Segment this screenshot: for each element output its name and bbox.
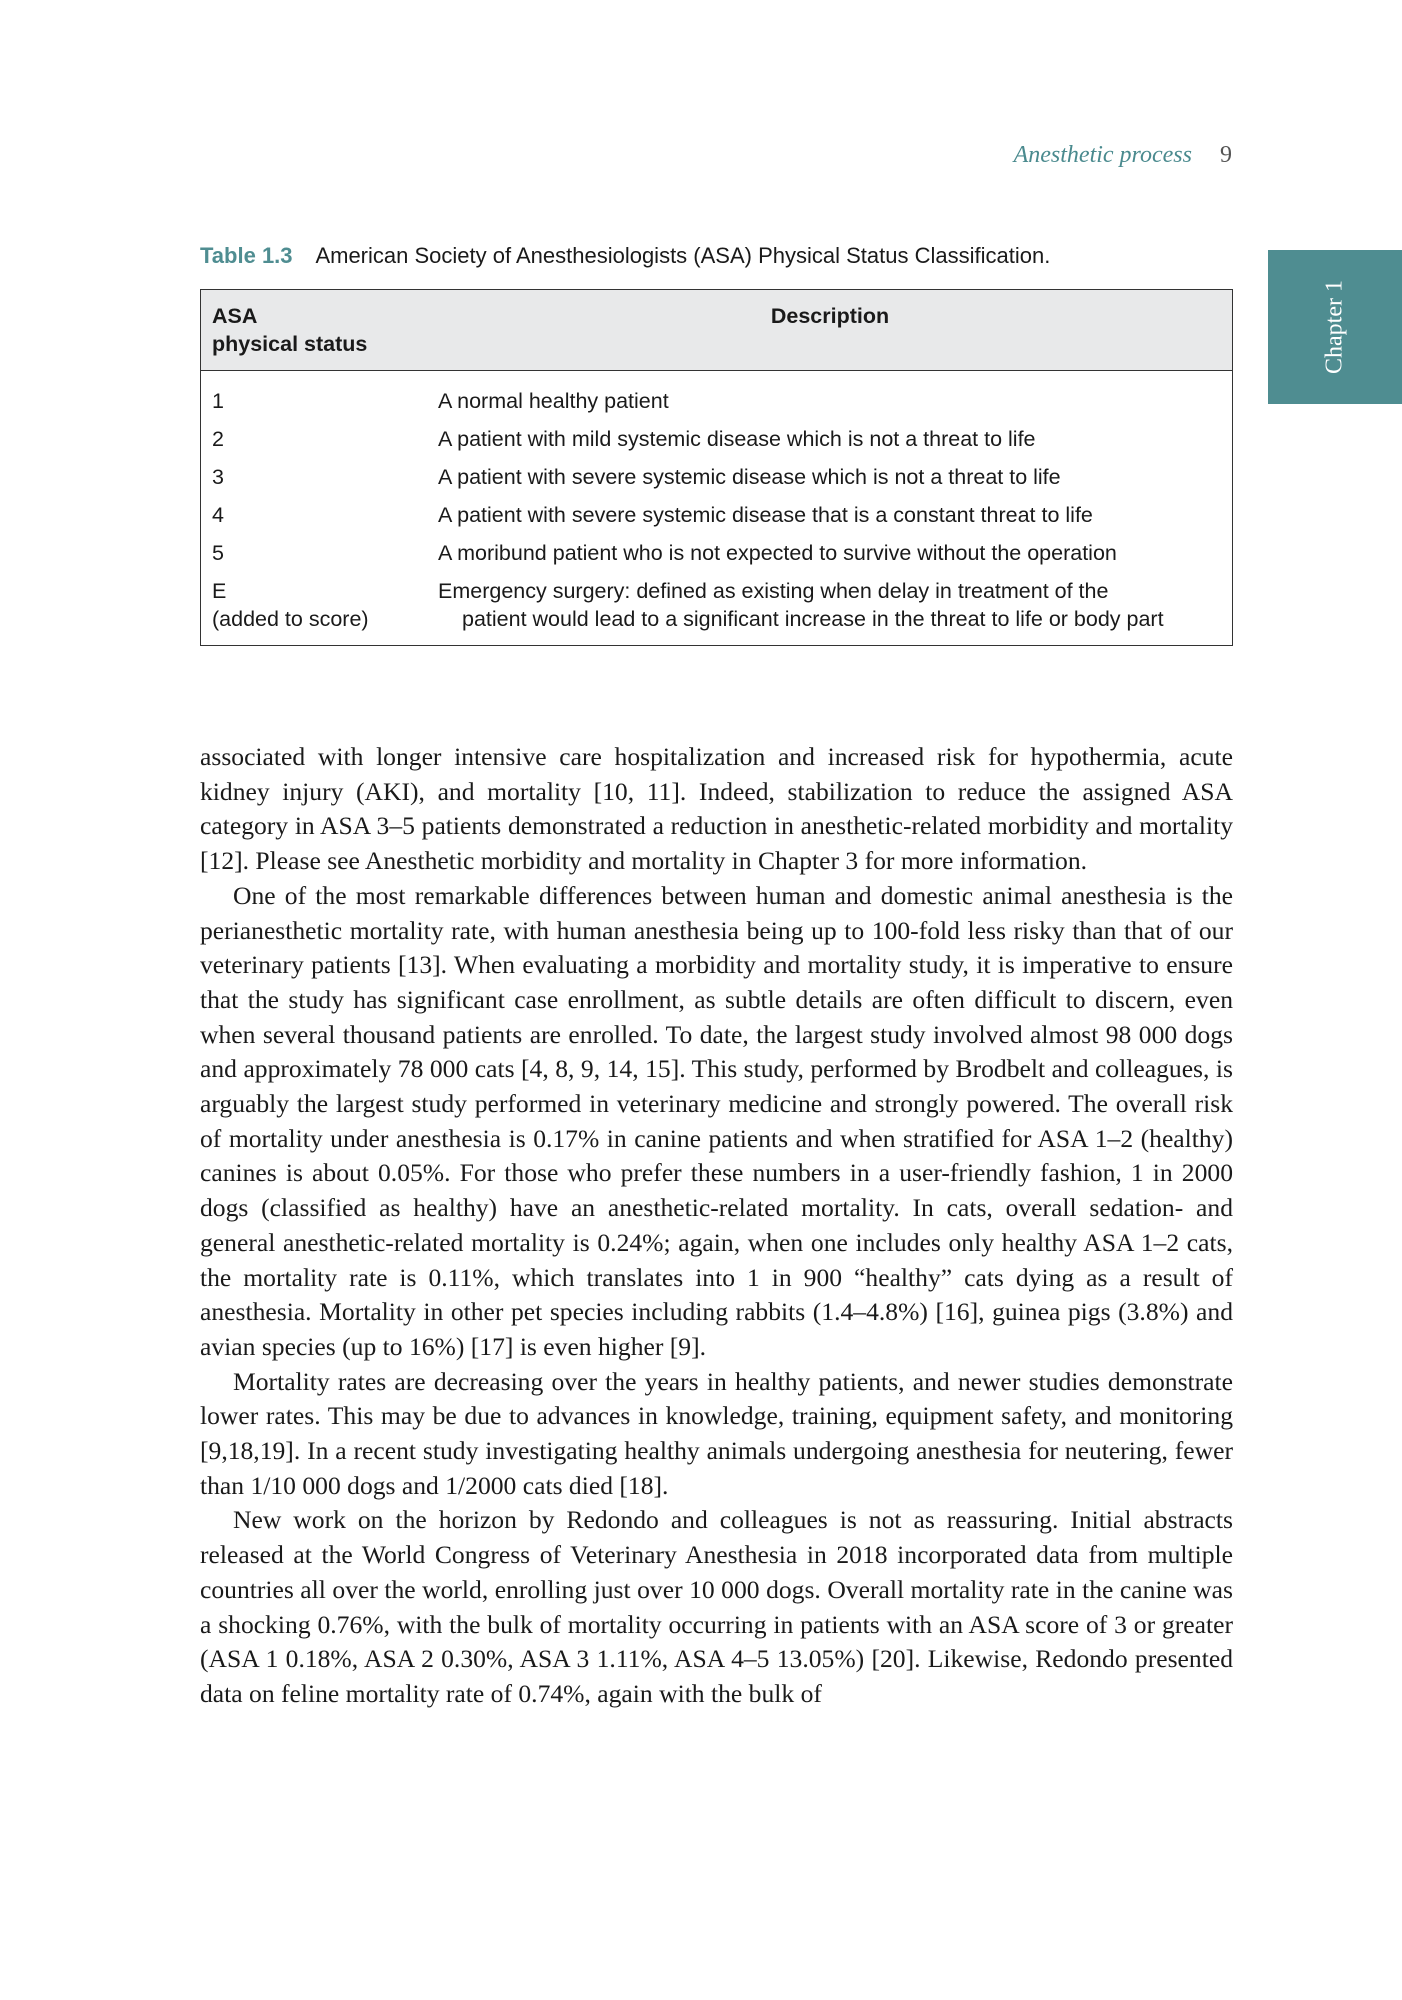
running-title: Anesthetic process [1013, 142, 1192, 168]
table-row [201, 572, 1233, 646]
header-asa-line2: physical status [212, 332, 368, 356]
chapter-tab-label: Chapter 1 [1321, 280, 1348, 374]
table-caption-text: American Society of Anesthesiologists (ASA) Physical Status Classification. [315, 243, 1051, 268]
table-row [201, 534, 1233, 572]
chapter-tab [1268, 250, 1402, 404]
row-description: A normal healthy patient [438, 389, 669, 413]
paragraph: New work on the horizon by Redondo and colleagues is not as reassuring. Initial abstracts released at the World Congress of Veterinary Anesthesia in 2018 incorporated data from multiple countries all over the world, enrolling just over 10 000 dogs. Overall mortality rate in the canine was a shocking 0.76%, with the bulk of mortality occurring in patients with an ASA score of 3 or greater (ASA 1 0.18%, ASA 2 0.30%, ASA 3 1.11%, ASA 4–5 13.05%) [20]. Likewise, Redondo presented data on feline mortality rate of 0.74%, again with the bulk of [200, 1505, 1233, 1708]
paragraph: Mortality rates are decreasing over the years in healthy patients, and newer studies demonstrate lower rates. This may be due to advances in knowledge, training, equipment safety, and monitoring [9,18,19]. In a recent study investigating healthy animals undergoing anesthesia for neutering, fewer than 1/10 000 dogs and 1/2000 cats died [18]. [200, 1366, 1233, 1500]
paragraph: One of the most remarkable differences between human and domestic animal anesthesia is the perianesthetic mortality rate, with human anesthesia being up to 100-fold less risky than that of our veterinary patients [13]. When evaluating a morbidity and mortality study, it is imperative to ensure that the study has significant case enrollment, as subtle details are often difficult to discern, even when several thousand patients are enrolled. To date, the largest study involved almost 98 000 dogs and approximately 78 000 cats [4, 8, 9, 14, 15]. This study, performed by Brodbelt and colleagues, is arguably the largest study performed in veterinary medicine and strongly powered. The overall risk of mortality under anesthesia is 0.17% in canine patients and when stratified for ASA 1–2 (healthy) canines is about 0.05%. For those who prefer these numbers in a user-friendly fashion, 1 in 2000 dogs (classified as healthy) have an anesthetic-related mortality. In cats, overall sedation- and general anesthetic-related mortality is 0.24%; again, when one includes only healthy ASA 1–2 cats, the mortality rate is 0.11%, which translates into 1 in 900 “healthy” cats dying as a result of anesthesia. Mortality in other pet species including rabbits (1.4–4.8%) [16], guinea pigs (3.8%) and avian species (up to 16%) [17] is even higher [9]. [200, 880, 1233, 1361]
table-row [201, 371, 1233, 421]
table-row [201, 458, 1233, 496]
paragraph: associated with longer intensive care hospitalization and increased risk for hypothermia, acute kidney injury (AKI), and mortality [10, 11]. Indeed, stabilization to reduce the assigned ASA category in ASA 3–5 patients demonstrated a reduction in anesthetic-related morbidity and mortality [12]. Please see Anesthetic morbidity and mortality in Chapter 3 for more information. [200, 742, 1233, 876]
row-description: A patient with mild systemic disease which is not a threat to life [438, 427, 1036, 451]
row-description-line2: patient would lead to a significant increase in the threat to life or body part [462, 607, 1164, 631]
row-description: A patient with severe systemic disease which is not a threat to life [438, 465, 1061, 489]
row-status: 3 [212, 465, 224, 489]
table-row [201, 420, 1233, 458]
page-number: 9 [1220, 142, 1232, 168]
row-status: 5 [212, 541, 224, 565]
running-head [1014, 142, 1232, 169]
row-description: A moribund patient who is not expected to survive without the operation [438, 541, 1117, 565]
header-asa-line1: ASA [212, 304, 258, 328]
asa-classification-table [200, 289, 1233, 646]
row-description: A patient with severe systemic disease that is a constant threat to life [438, 503, 1093, 527]
row-status: 4 [212, 503, 224, 527]
body-text [200, 740, 1233, 1712]
row-status: 2 [212, 427, 224, 451]
header-description: Description [427, 290, 1233, 371]
row-status-note: (added to score) [212, 607, 369, 631]
table-label: Table 1.3 [200, 243, 293, 268]
row-status-code: E [212, 579, 227, 603]
row-description-emergency [427, 572, 1233, 646]
table-row [201, 496, 1233, 534]
row-description-line1: Emergency surgery: defined as existing when delay in treatment of the [438, 579, 1109, 603]
table-header-row [201, 290, 1233, 371]
table-caption [200, 243, 1235, 269]
header-asa-status [201, 290, 428, 371]
row-status-emergency [201, 572, 428, 646]
row-status: 1 [212, 389, 224, 413]
